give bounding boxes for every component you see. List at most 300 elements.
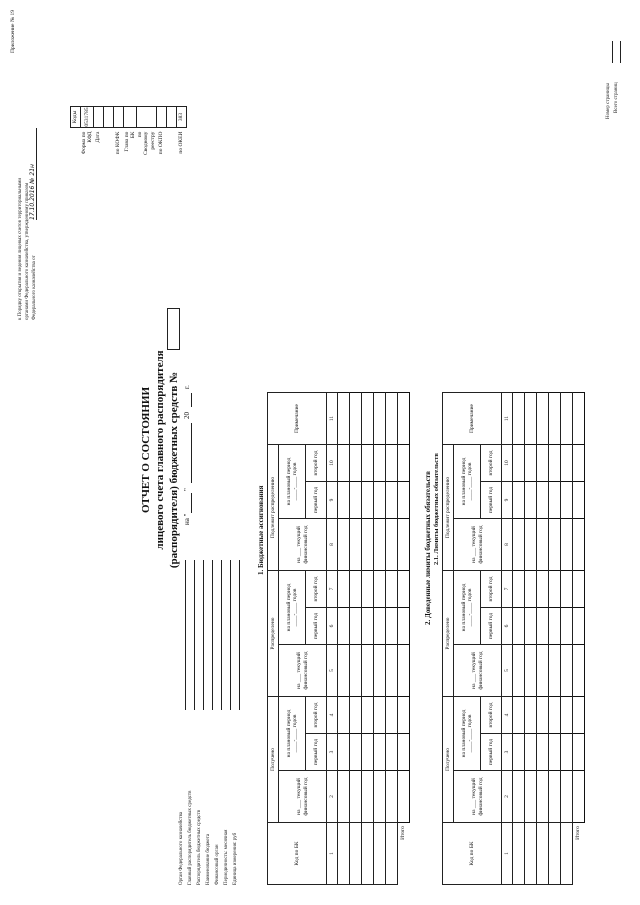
- column-number: 6: [327, 608, 338, 645]
- codes-row-label: по ОКПО: [157, 131, 164, 155]
- data-cell[interactable]: [386, 645, 398, 697]
- data-cell[interactable]: [338, 697, 350, 734]
- data-cell[interactable]: [374, 519, 386, 571]
- data-cell[interactable]: [525, 771, 537, 823]
- total-cell[interactable]: [398, 608, 410, 645]
- header-tekushchiy: текущий: [471, 652, 477, 673]
- data-cell[interactable]: [513, 734, 525, 771]
- codes-table: [70, 106, 187, 155]
- header-fin-year: финансовый год: [302, 651, 309, 690]
- data-cell[interactable]: [561, 645, 573, 697]
- data-cell[interactable]: [350, 697, 362, 734]
- data-cell[interactable]: [513, 771, 525, 823]
- data-cell[interactable]: [374, 734, 386, 771]
- total-cell[interactable]: [573, 645, 585, 697]
- header-plan-period-label: на плановый период: [460, 457, 467, 506]
- header-current-year: на ___ текущий финансовый год: [454, 645, 502, 697]
- column-number: 1: [327, 823, 338, 885]
- data-cell[interactable]: [350, 482, 362, 519]
- data-cell[interactable]: [338, 771, 350, 823]
- column-number: 1: [502, 823, 513, 885]
- header-plan-period: на плановый период ____-____ годов: [279, 697, 306, 771]
- data-cell[interactable]: [549, 823, 561, 885]
- total-row: [398, 393, 410, 885]
- codes-row-label: [104, 127, 114, 155]
- header-fin-year: финансовый год: [302, 525, 309, 564]
- data-cell[interactable]: [362, 734, 374, 771]
- data-cell[interactable]: [561, 393, 573, 445]
- data-cell[interactable]: [549, 519, 561, 571]
- header-fin-year: финансовый год: [477, 525, 484, 564]
- header-plan-years: годов: [292, 588, 298, 602]
- data-cell[interactable]: [362, 608, 374, 645]
- header-plan-years: годов: [467, 714, 473, 728]
- data-cell[interactable]: [549, 771, 561, 823]
- org-field-label: Единица измерения: руб: [233, 832, 238, 885]
- org-field-label: Финансовый орган: [215, 844, 220, 885]
- section2-title: 2. Доведенные лимиты бюджетных обязательств: [424, 471, 432, 625]
- column-number: 2: [502, 771, 513, 823]
- total-cell[interactable]: [398, 697, 410, 734]
- header-second-year: второй год: [481, 445, 502, 482]
- column-numbers-row: [327, 393, 338, 885]
- data-cell[interactable]: [362, 823, 374, 885]
- header-plan-period-label: на плановый период: [285, 709, 292, 758]
- data-cell[interactable]: [374, 571, 386, 608]
- header-note: Примечание: [268, 393, 327, 445]
- data-cell[interactable]: [561, 482, 573, 519]
- org-field-input[interactable]: [230, 560, 231, 710]
- header-plan-period: на плановый период ____-____ годов: [454, 697, 481, 771]
- header-second-year: второй год: [481, 697, 502, 734]
- org-field-row: [214, 165, 223, 885]
- data-cell[interactable]: [561, 519, 573, 571]
- header-note: Примечание: [443, 393, 502, 445]
- column-number: 11: [327, 393, 338, 445]
- codes-row-label: по ОКЕИ: [177, 131, 184, 154]
- data-cell[interactable]: [350, 445, 362, 482]
- total-cell[interactable]: [573, 608, 585, 645]
- total-cell[interactable]: [398, 482, 410, 519]
- org-field-input[interactable]: [185, 560, 186, 710]
- header-na: на: [296, 683, 302, 689]
- table-row: [513, 393, 525, 885]
- data-cell[interactable]: [513, 608, 525, 645]
- data-cell[interactable]: [537, 445, 549, 482]
- data-cell[interactable]: [386, 734, 398, 771]
- header-fin-year: финансовый год: [477, 777, 484, 816]
- org-field-input[interactable]: [203, 560, 204, 710]
- data-cell[interactable]: [386, 393, 398, 445]
- data-cell[interactable]: [350, 571, 362, 608]
- data-cell[interactable]: [386, 519, 398, 571]
- data-cell[interactable]: [338, 608, 350, 645]
- data-cell[interactable]: [561, 823, 573, 885]
- header-received: Получено: [443, 697, 454, 823]
- data-cell[interactable]: [549, 571, 561, 608]
- header-na: на: [471, 683, 477, 689]
- header-first-year: первый год: [481, 482, 502, 519]
- total-cell[interactable]: [398, 519, 410, 571]
- data-cell[interactable]: [362, 393, 374, 445]
- data-cell[interactable]: [537, 734, 549, 771]
- data-cell[interactable]: [374, 445, 386, 482]
- total-cell[interactable]: [398, 571, 410, 608]
- data-cell[interactable]: [513, 519, 525, 571]
- data-cell[interactable]: [386, 482, 398, 519]
- codes-row-label: [166, 127, 176, 155]
- codes-row-value[interactable]: 0531785: [81, 107, 94, 127]
- data-cell[interactable]: [374, 482, 386, 519]
- header-distributed: Распределено: [443, 571, 454, 697]
- data-cell[interactable]: [513, 697, 525, 734]
- header-kod-bk: Код по БК: [268, 823, 327, 885]
- table-row: [561, 393, 573, 885]
- codes-row: [156, 107, 166, 155]
- data-cell[interactable]: [549, 482, 561, 519]
- codes-row-label: по КОФК: [115, 131, 122, 155]
- header-tekushchiy: текущий: [296, 652, 302, 673]
- data-cell[interactable]: [549, 697, 561, 734]
- codes-row: [137, 107, 157, 155]
- codes-row-label: Дата: [95, 131, 102, 143]
- header-distributed: Распределено: [268, 571, 279, 697]
- table-row: [549, 393, 561, 885]
- codes-row: [81, 107, 94, 155]
- data-cell[interactable]: [386, 571, 398, 608]
- data-cell[interactable]: [350, 645, 362, 697]
- header-plan-years: годов: [292, 462, 298, 476]
- header-plan-years: годов: [292, 714, 298, 728]
- org-field-input[interactable]: [239, 560, 240, 710]
- data-cell[interactable]: [374, 771, 386, 823]
- total-cell[interactable]: [573, 697, 585, 734]
- data-cell[interactable]: [513, 571, 525, 608]
- total-label: Итого: [400, 826, 407, 840]
- data-cell[interactable]: [561, 445, 573, 482]
- data-cell[interactable]: [561, 771, 573, 823]
- table-row: [525, 393, 537, 885]
- total-cell[interactable]: [573, 571, 585, 608]
- header-na: на: [471, 557, 477, 563]
- table-row: [350, 393, 362, 885]
- report-title-line2: лицевого счета главного распорядителя: [154, 350, 166, 550]
- data-cell[interactable]: [537, 823, 549, 885]
- data-cell[interactable]: [362, 697, 374, 734]
- data-cell[interactable]: [525, 697, 537, 734]
- data-cell[interactable]: [374, 645, 386, 697]
- codes-row-value[interactable]: [156, 107, 166, 127]
- page-number-field[interactable]: [612, 41, 613, 63]
- header-row: [279, 393, 306, 885]
- header-plan-years: годов: [467, 588, 473, 602]
- table2-grid: [442, 392, 585, 885]
- section1-title: 1. Бюджетные ассигнования: [257, 485, 265, 575]
- total-cell[interactable]: [398, 645, 410, 697]
- header-row: [443, 393, 454, 885]
- header-second-year: второй год: [306, 697, 327, 734]
- header-plan-period: на плановый период ____-____ годов: [454, 571, 481, 645]
- data-cell[interactable]: [549, 608, 561, 645]
- header-sub-distributed: Подлежит распределению: [443, 445, 454, 571]
- org-field-label: Распорядитель бюджетных средств: [197, 809, 202, 885]
- codes-row-value[interactable]: [166, 107, 176, 127]
- total-cell[interactable]: [398, 771, 410, 823]
- data-cell[interactable]: [525, 734, 537, 771]
- data-cell[interactable]: [537, 608, 549, 645]
- total-cell[interactable]: [573, 482, 585, 519]
- data-cell[interactable]: [374, 697, 386, 734]
- data-cell[interactable]: [513, 393, 525, 445]
- data-cell[interactable]: [525, 482, 537, 519]
- appendix-number: Приложение № 19: [10, 10, 16, 54]
- budget-limits-table: [442, 392, 585, 885]
- codes-box: [70, 106, 187, 155]
- total-cell[interactable]: [573, 771, 585, 823]
- report-title-line3: (распорядителя) бюджетных средств №: [168, 371, 180, 569]
- budget-allocations-table: [267, 392, 410, 885]
- date-year-prefix: 20: [183, 412, 191, 419]
- total-label: Итого: [575, 826, 582, 840]
- data-cell[interactable]: [549, 393, 561, 445]
- data-cell[interactable]: [525, 823, 537, 885]
- header-first-year: первый год: [306, 608, 327, 645]
- data-cell[interactable]: [350, 734, 362, 771]
- data-cell[interactable]: [362, 645, 374, 697]
- appendix-date-handwritten: 17.10.2016 № 21н: [29, 128, 37, 220]
- header-plan-dash: -: [467, 487, 473, 490]
- pages-total-label: Всего страниц: [614, 82, 619, 113]
- data-cell[interactable]: [386, 823, 398, 885]
- column-number: 8: [327, 519, 338, 571]
- data-cell[interactable]: [537, 697, 549, 734]
- data-cell[interactable]: [350, 823, 362, 885]
- codes-row: [114, 107, 124, 155]
- header-sub-distributed: Подлежит распределению: [268, 445, 279, 571]
- data-cell[interactable]: [350, 393, 362, 445]
- data-cell[interactable]: [338, 571, 350, 608]
- header-plan-period: на плановый период ____-____ годов: [279, 445, 306, 519]
- appendix-block: [10, 10, 17, 145]
- header-plan-dash: -: [292, 613, 298, 616]
- data-cell[interactable]: [350, 608, 362, 645]
- data-cell[interactable]: [386, 697, 398, 734]
- header-plan-period: на плановый период ____-____ годов: [454, 445, 481, 519]
- column-number: 6: [502, 608, 513, 645]
- data-cell[interactable]: [386, 608, 398, 645]
- data-cell[interactable]: [513, 482, 525, 519]
- column-number: 7: [502, 571, 513, 608]
- data-cell[interactable]: [338, 734, 350, 771]
- data-cell[interactable]: [561, 571, 573, 608]
- header-tekushchiy: текущий: [296, 778, 302, 799]
- column-number: 4: [327, 697, 338, 734]
- codes-row-label: по Сводному реестру: [136, 131, 156, 155]
- org-field-input[interactable]: [194, 560, 195, 710]
- data-cell[interactable]: [561, 734, 573, 771]
- header-tekushchiy: текущий: [471, 778, 477, 799]
- header-row: [454, 393, 481, 885]
- data-cell[interactable]: [537, 393, 549, 445]
- column-number: 5: [327, 645, 338, 697]
- header-plan-dash: -: [292, 487, 298, 490]
- header-fin-year: финансовый год: [302, 777, 309, 816]
- header-current-year: на ___ текущий финансовый год: [454, 519, 502, 571]
- table-row: [374, 393, 386, 885]
- column-number: 8: [502, 519, 513, 571]
- org-field-row: [187, 165, 196, 885]
- data-cell[interactable]: [338, 445, 350, 482]
- data-cell[interactable]: [549, 445, 561, 482]
- codes-row: [104, 107, 114, 155]
- column-number: 9: [502, 482, 513, 519]
- data-cell[interactable]: [513, 445, 525, 482]
- data-cell[interactable]: [525, 445, 537, 482]
- header-plan-period-label: на плановый период: [460, 583, 467, 632]
- codes-row: [176, 107, 186, 155]
- total-cell[interactable]: [573, 519, 585, 571]
- header-current-year: на ___ текущий финансовый год: [279, 519, 327, 571]
- header-plan-period-label: на плановый период: [460, 709, 467, 758]
- data-cell[interactable]: [537, 519, 549, 571]
- data-cell[interactable]: [513, 645, 525, 697]
- org-field-input[interactable]: [221, 560, 222, 710]
- org-field-row: [196, 165, 205, 885]
- total-cell[interactable]: [573, 393, 585, 445]
- codes-row-value[interactable]: [94, 107, 104, 127]
- codes-header: Коды: [71, 107, 81, 127]
- total-cell[interactable]: [573, 734, 585, 771]
- data-cell[interactable]: [338, 482, 350, 519]
- org-field-row: [223, 165, 232, 885]
- codes-row: [94, 107, 104, 155]
- appendix-line2: органами Федерального казначейства, утвержденному приказом: [25, 182, 30, 320]
- header-second-year: второй год: [481, 571, 502, 608]
- codes-row-value[interactable]: [137, 107, 157, 127]
- column-number: 2: [327, 771, 338, 823]
- codes-row-value[interactable]: [124, 107, 137, 127]
- org-field-label: Главный распорядитель бюджетных средств: [188, 790, 193, 885]
- header-plan-period-label: на плановый период: [285, 457, 292, 506]
- total-cell[interactable]: [398, 445, 410, 482]
- data-cell[interactable]: [561, 608, 573, 645]
- data-cell[interactable]: [374, 393, 386, 445]
- org-field-label: Орган Федерального казначейства: [179, 811, 184, 885]
- header-second-year: второй год: [306, 445, 327, 482]
- header-plan-dash: -: [292, 739, 298, 742]
- header-current-year: на ___ текущий финансовый год: [454, 771, 502, 823]
- report-title-line1: ОТЧЕТ О СОСТОЯНИИ: [140, 386, 152, 514]
- header-na: на: [296, 809, 302, 815]
- column-number: 9: [327, 482, 338, 519]
- appendix-line3: Федерального казначейства от: [32, 255, 37, 320]
- header-first-year: первый год: [481, 734, 502, 771]
- column-number: 11: [502, 393, 513, 445]
- codes-row-value[interactable]: [114, 107, 124, 127]
- data-cell[interactable]: [386, 771, 398, 823]
- data-cell[interactable]: [374, 608, 386, 645]
- header-first-year: первый год: [306, 734, 327, 771]
- section2-subtitle: 2.1. Лимиты бюджетных обязательств: [433, 453, 440, 565]
- data-cell[interactable]: [549, 734, 561, 771]
- data-cell[interactable]: [350, 771, 362, 823]
- table-row: [537, 393, 549, 885]
- codes-row-label: Глава по БК: [123, 131, 136, 152]
- data-cell[interactable]: [561, 697, 573, 734]
- data-cell[interactable]: [338, 393, 350, 445]
- total-cell[interactable]: [398, 734, 410, 771]
- data-cell[interactable]: [525, 571, 537, 608]
- data-cell[interactable]: [338, 519, 350, 571]
- data-cell[interactable]: [362, 571, 374, 608]
- data-cell[interactable]: [537, 482, 549, 519]
- total-cell[interactable]: [398, 393, 410, 445]
- data-cell[interactable]: [362, 771, 374, 823]
- header-tekushchiy: текущий: [296, 526, 302, 547]
- total-cell[interactable]: [573, 445, 585, 482]
- header-current-year: на ___ текущий финансовый год: [279, 771, 327, 823]
- header-first-year: первый год: [481, 608, 502, 645]
- data-cell[interactable]: [350, 519, 362, 571]
- data-cell[interactable]: [537, 645, 549, 697]
- data-cell[interactable]: [525, 645, 537, 697]
- header-row: [268, 393, 279, 885]
- pages-total-field[interactable]: [620, 41, 621, 63]
- data-cell[interactable]: [513, 823, 525, 885]
- column-number: 10: [327, 445, 338, 482]
- header-plan-dash: -: [467, 739, 473, 742]
- org-field-label: Периодичность: месячная: [224, 829, 229, 885]
- codes-row-label: Форма по КФД: [80, 131, 93, 155]
- header-plan-period: на плановый период ____-____ годов: [279, 571, 306, 645]
- codes-row-value[interactable]: 383: [176, 107, 186, 127]
- data-cell[interactable]: [386, 445, 398, 482]
- column-numbers-row: [502, 393, 513, 885]
- org-field-row: [232, 165, 241, 885]
- header-tekushchiy: текущий: [471, 526, 477, 547]
- header-received: Получено: [268, 697, 279, 823]
- header-plan-period-label: на плановый период: [285, 583, 292, 632]
- date-prefix: на ": [183, 513, 191, 525]
- header-plan-years: годов: [467, 462, 473, 476]
- data-cell[interactable]: [525, 608, 537, 645]
- total-row: [573, 393, 585, 885]
- org-field-label: Наименование бюджета: [206, 833, 211, 885]
- column-number: 4: [502, 697, 513, 734]
- header-plan-dash: -: [467, 613, 473, 616]
- data-cell[interactable]: [362, 519, 374, 571]
- org-field-row: [205, 165, 214, 885]
- org-field-input[interactable]: [212, 560, 213, 710]
- column-number: 10: [502, 445, 513, 482]
- date-mid: ": [183, 488, 191, 491]
- data-cell[interactable]: [525, 519, 537, 571]
- column-number: 3: [327, 734, 338, 771]
- data-cell[interactable]: [362, 445, 374, 482]
- data-cell[interactable]: [525, 393, 537, 445]
- data-cell[interactable]: [537, 571, 549, 608]
- data-cell[interactable]: [537, 771, 549, 823]
- header-kod-bk: Код по БК: [443, 823, 502, 885]
- data-cell[interactable]: [338, 645, 350, 697]
- date-suffix: г.: [183, 385, 191, 389]
- codes-row-value[interactable]: [104, 107, 114, 127]
- column-number: 5: [502, 645, 513, 697]
- data-cell[interactable]: [549, 645, 561, 697]
- data-cell[interactable]: [374, 823, 386, 885]
- data-cell[interactable]: [338, 823, 350, 885]
- data-cell[interactable]: [362, 482, 374, 519]
